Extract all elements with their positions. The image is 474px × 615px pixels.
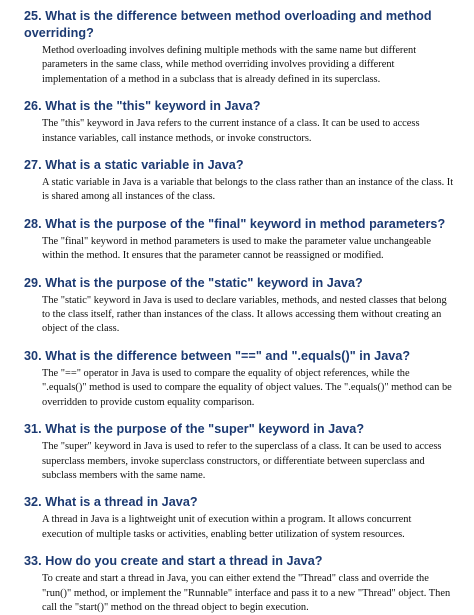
answer-text: A static variable in Java is a variable that belongs to the class rather than an instance of the class. It is shared among all instances of the class. [42,177,454,203]
qa-item-27 [24,157,454,205]
qa-item-30 [24,348,454,410]
question-heading: 32. What is a thread in Java? [24,495,198,510]
qa-item-26 [24,98,454,146]
answer-text: The "static" keyword in Java is used to declare variables, methods, and nested classes that belong to the class itself, rather than instances of the class. It allows accessing them without creating an object of the class. [42,294,447,335]
question-heading: 29. What is the purpose of the "static" keyword in Java? [24,275,363,290]
answer-text: Method overloading involves defining multiple methods with the same name but different parameters in the same class, while method overriding involves providing a different implementation of a method in a subclass that is already defined in its superclass. [42,45,417,85]
answer-text: The "super" keyword in Java is used to refer to the superclass of a class. It can be used to access superclass members, invoke superclass constructors, or differentiate between superclass and subclass members with the same name. [42,441,442,481]
qa-item-32 [24,494,454,542]
question-heading: 31. What is the purpose of the "super" keyword in Java? [24,422,365,437]
question-heading: 33. How do you create and start a thread in Java? [24,554,323,569]
answer-text: The "==" operator in Java is used to compare the equality of object references, while the ".equals()" method is used to compare the equality of object values. The ".equals()" method can be overridden to provide custom equality comparison. [42,367,452,408]
qa-item-33 [24,553,454,615]
qa-item-25 [24,8,454,87]
question-heading: 28. What is the purpose of the "final" keyword in method parameters? [24,216,446,231]
question-heading: 25. What is the difference between method overloading and method overriding? [24,9,432,40]
answer-text: The "this" keyword in Java refers to the current instance of a class. It can be used to access instance variables, call instance methods, or invoke constructors. [42,118,420,144]
question-heading: 27. What is a static variable in Java? [24,158,244,173]
question-heading: 26. What is the "this" keyword in Java? [24,99,261,114]
answer-text: To create and start a thread in Java, you can either extend the "Thread" class and override the "run()" method, or implement the "Runnable" interface and pass it to a new "Thread" object. Then call the "start()" method on the thread object to begin execution. [42,573,451,613]
answer-text: The "final" keyword in method parameters is used to make the parameter value unchangeable within the method. It ensures that the parameter cannot be reassigned or modified. [42,235,432,262]
answer-text: A thread in Java is a lightweight unit of execution within a program. It allows concurrent execution of multiple tasks or activities, enabling better utilization of system resources. [42,514,412,540]
question-heading: 30. What is the difference between "==" and ".equals()" in Java? [24,348,411,363]
qa-item-28 [24,216,454,264]
qa-item-29 [24,275,454,337]
qa-item-31 [24,421,454,483]
